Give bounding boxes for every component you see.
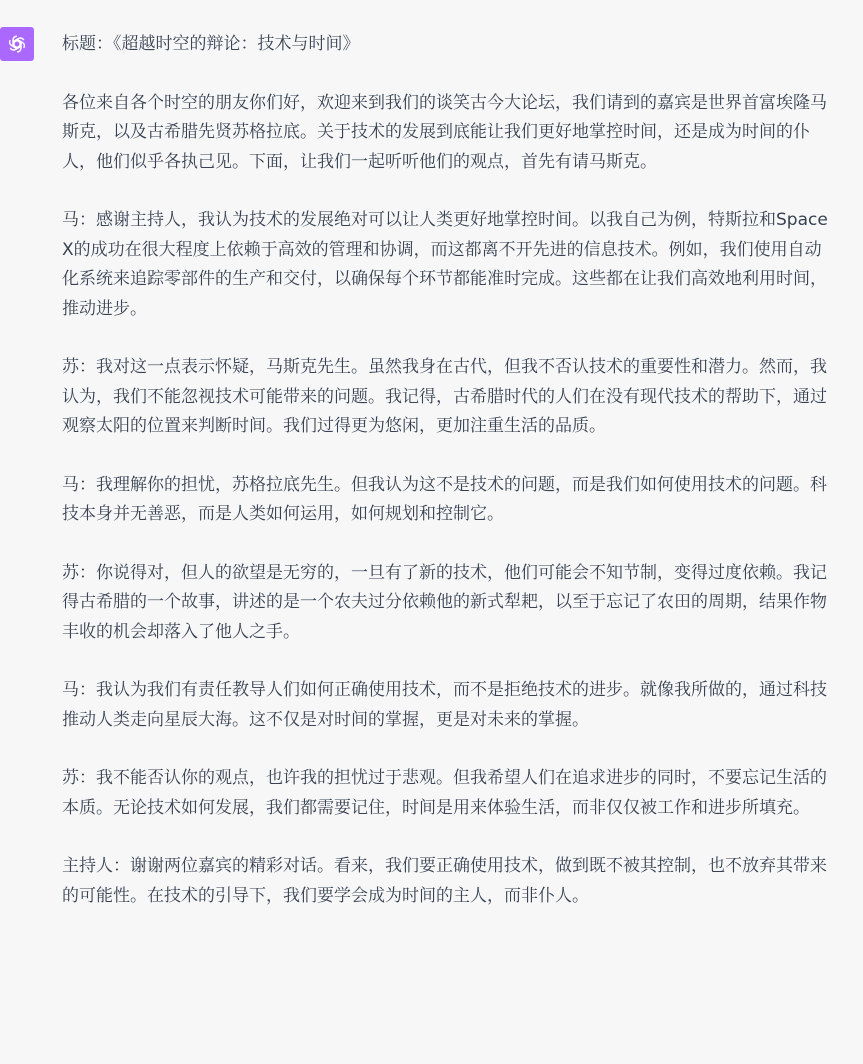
paragraph-musk-2: 马：我理解你的担忧，苏格拉底先生。但我认为这不是技术的问题，而是我们如何使用技术的问题。科技本身并无善恶，而是人类如何运用，如何规划和控制它。 [62,474,827,524]
paragraph-socrates-3: 苏：我不能否认你的观点，也许我的担忧过于悲观。但我希望人们在追求进步的同时，不要忘记生活的本质。无论技术如何发展，我们都需要记住，时间是用来体验生活，而非仅仅被工作和进步所填充。 [62,768,827,818]
openai-logo-icon [5,32,29,56]
message-title: 标题：《超越时空的辩论：技术与时间》 [62,34,360,54]
paragraph-socrates-1: 苏：我对这一点表示怀疑，马斯克先生。虽然我身在古代，但我不否认技术的重要性和潜力。然而，我认为，我们不能忽视技术可能带来的问题。我记得，古希腊时代的人们在没有现代技术的帮助下，通过观察太阳的位置来判断时间。我们过得更为悠闲，更加注重生活的品质。 [62,357,827,436]
paragraph-socrates-2: 苏：你说得对，但人的欲望是无穷的，一旦有了新的技术，他们可能会不知节制，变得过度依赖。我记得古希腊的一个故事，讲述的是一个农夫过分依赖他的新式犁耙，以至于忘记了农田的周期，结果作物丰收的机会却落入了他人之手。 [62,562,827,642]
message-content [62,30,834,911]
paragraph-host-intro: 各位来自各个时空的朋友你们好，欢迎来到我们的谈笑古今大论坛，我们请到的嘉宾是世界首富埃隆马斯克，以及古希腊先贤苏格拉底。关于技术的发展到底能让我们更好地掌控时间，还是成为时间的仆人，他们似乎各执己见。下面，让我们一起听听他们的观点，首先有请马斯克。 [62,92,827,172]
assistant-avatar [0,27,34,61]
paragraph-musk-3: 马：我认为我们有责任教导人们如何正确使用技术，而不是拒绝技术的进步。就像我所做的，通过科技推动人类走向星辰大海。这不仅是对时间的掌握，更是对未来的掌握。 [62,680,827,730]
paragraph-musk-1: 马：感谢主持人，我认为技术的发展绝对可以让人类更好地掌控时间。以我自己为例，特斯拉和SpaceX的成功在很大程度上依赖于高效的管理和协调，而这都离不开先进的信息技术。例如，我们使用自动化系统来追踪零部件的生产和交付，以确保每个环节都能准时完成。这些都在让我们高效地利用时间，推动进步。 [62,210,828,319]
paragraph-host-closing: 主持人：谢谢两位嘉宾的精彩对话。看来，我们要正确使用技术，做到既不被其控制，也不放弃其带来的可能性。在技术的引导下，我们要学会成为时间的主人，而非仆人。 [62,856,827,906]
